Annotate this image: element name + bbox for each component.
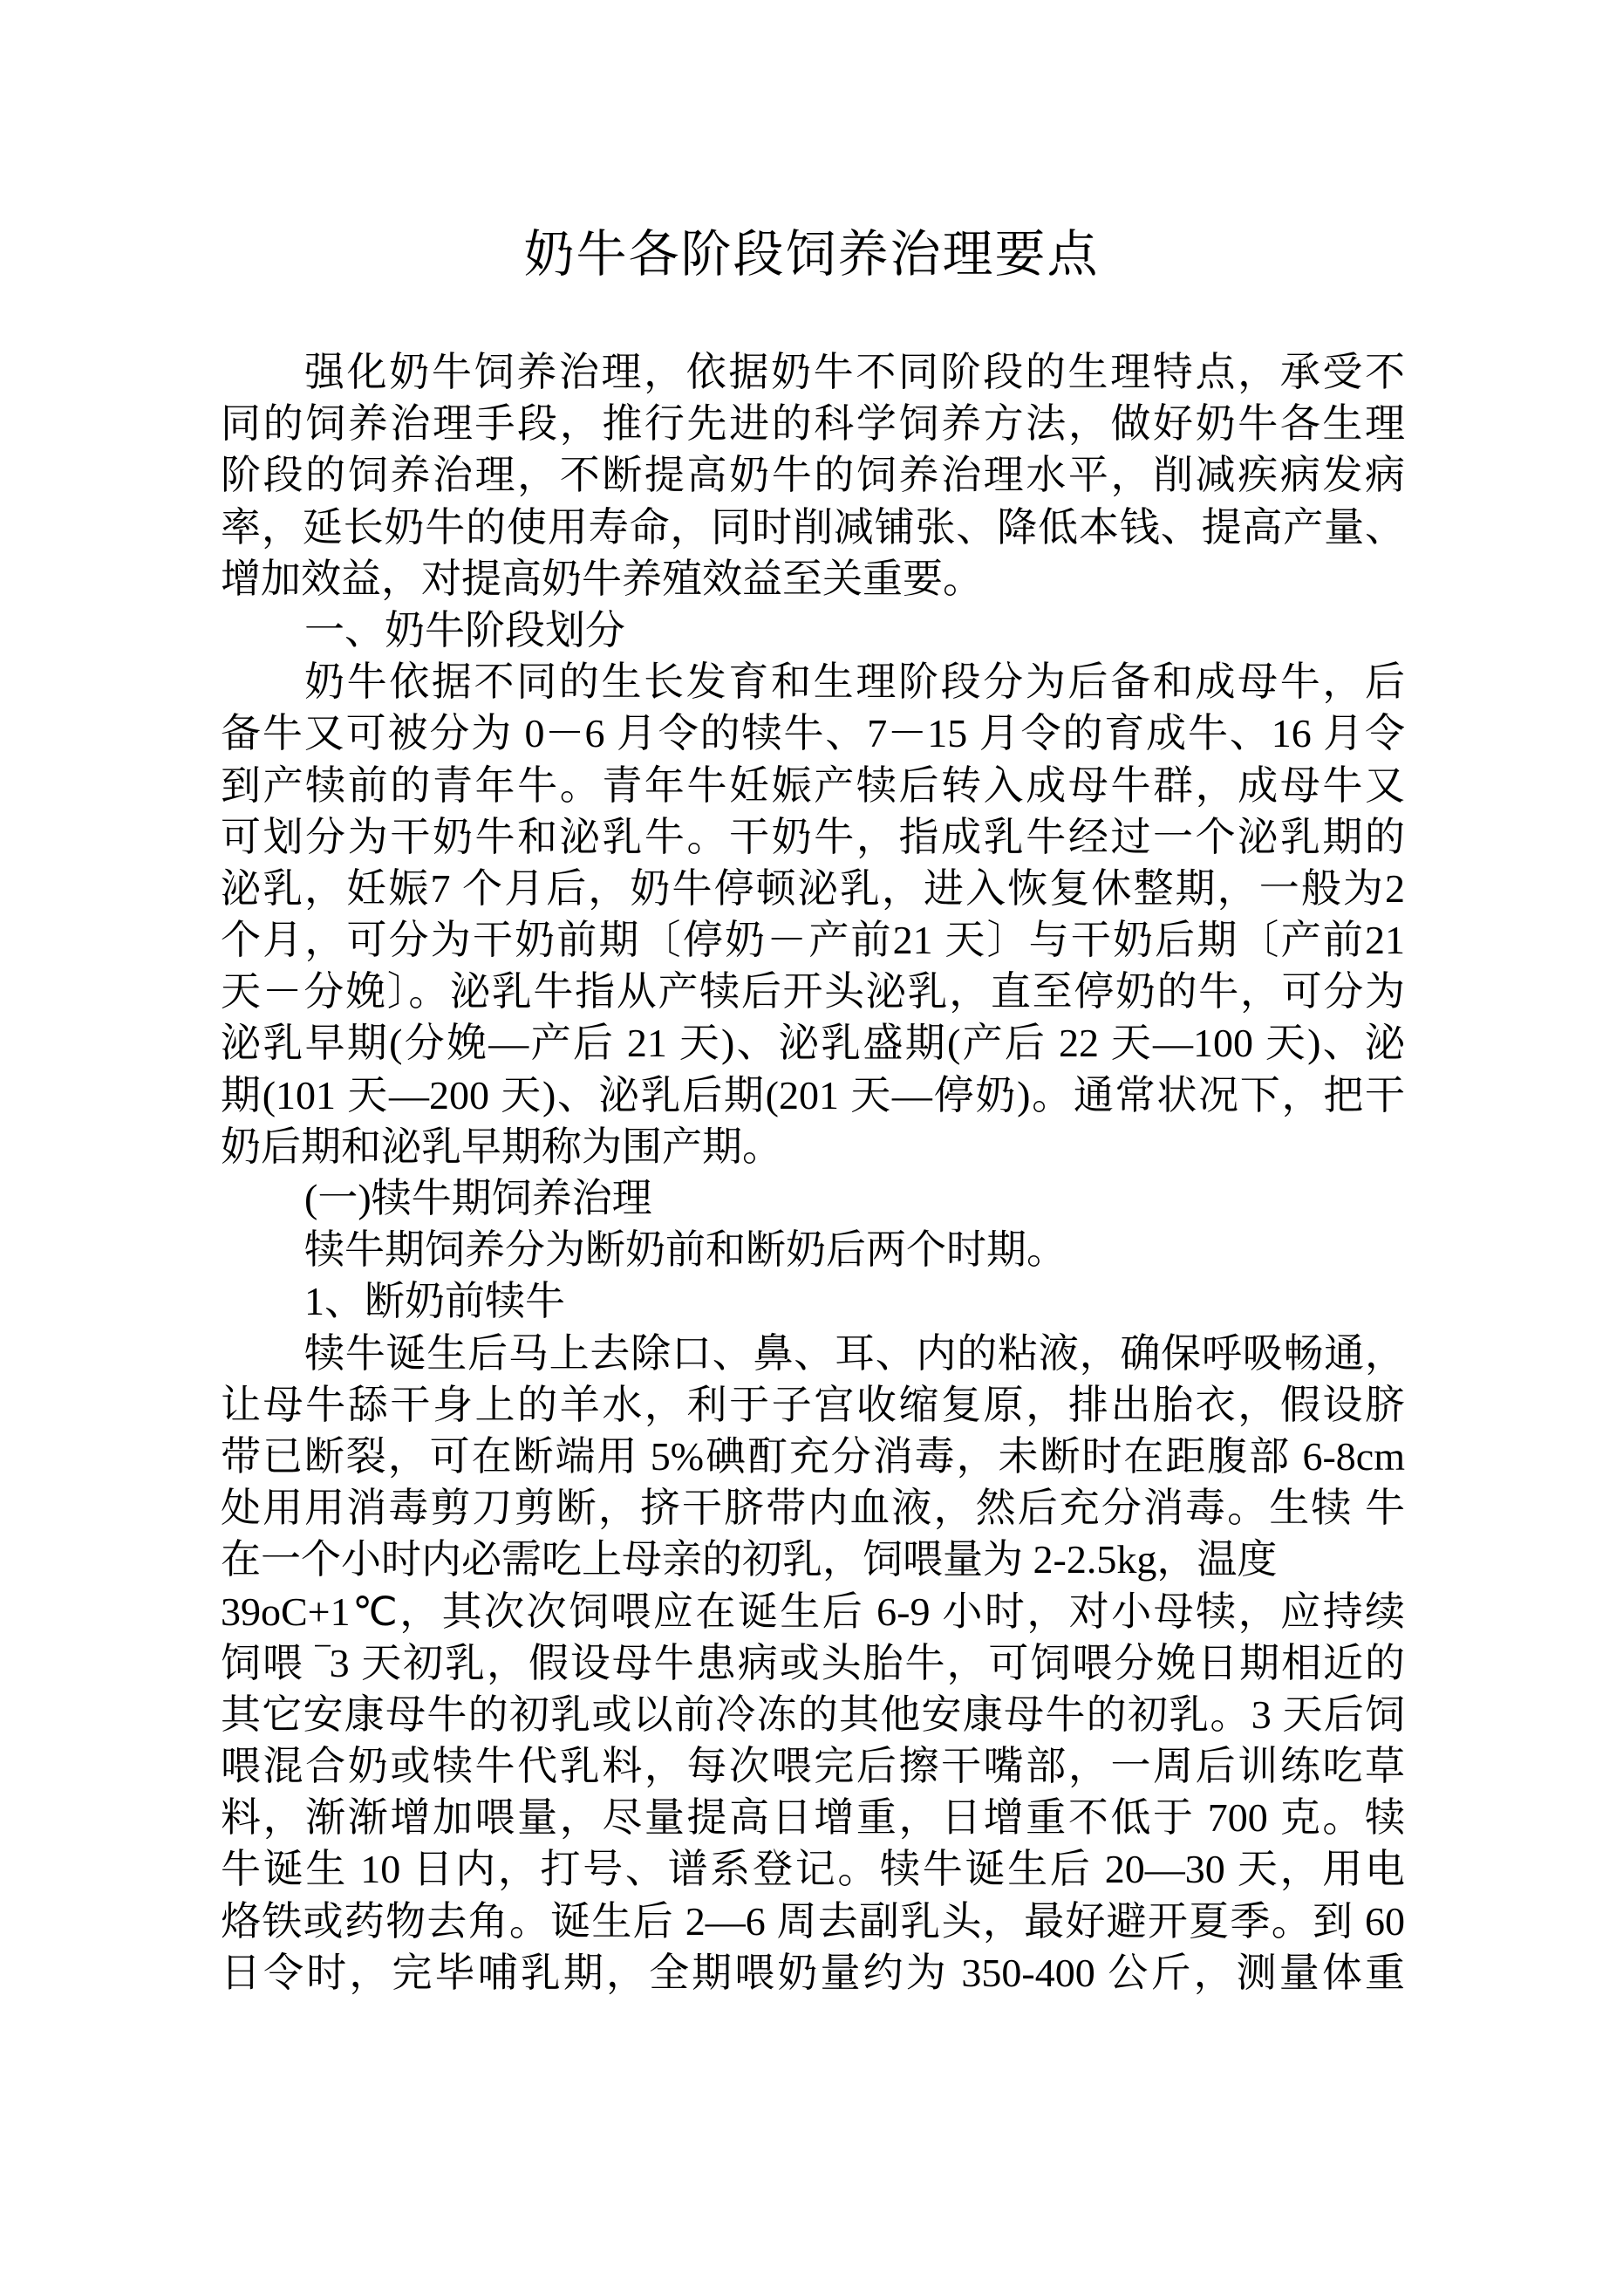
text-line: 率，延长奶牛的使用寿命，同时削减铺张、降低本钱、提高产量、 — [221, 504, 1405, 550]
text-line: 期(101 天—200 天)、泌乳后期(201 天—停奶)。通常状况下，把干 — [221, 1072, 1405, 1117]
text-line: 烙铁或药物去角。诞生后 2—6 周去副乳头，最好避开夏季。到 60 — [221, 1898, 1405, 1944]
text-line: 同的饲养治理手段，推行先进的科学饲养方法，做好奶牛各生理 — [221, 401, 1405, 447]
text-line: 在一个小时内必需吃上母亲的初乳，饲喂量为 2-2.5kg，温度 — [221, 1537, 1278, 1582]
text-line: 泌乳，妊娠7 个月后，奶牛停顿泌乳，进入恢复休整期，一般为2 — [221, 865, 1405, 911]
text-line: 阶段的饲养治理，不断提高奶牛的饲养治理水平，削减疾病发病 — [221, 453, 1405, 498]
text-line: 泌乳早期(分娩—产后 21 天)、泌乳盛期(产后 22 天—100 天)、泌 — [221, 1021, 1405, 1066]
text-line: 39oC+1℃，其次次饲喂应在诞生后 6-9 小时，对小母犊，应持续 — [221, 1589, 1405, 1634]
text-line: 犊牛诞生后马上去除口、鼻、耳、内的粘液，确保呼吸畅通， — [304, 1330, 1405, 1376]
paragraph-pre-wean-body — [221, 1328, 1405, 1999]
text-line: 让母牛舔干身上的羊水，利于子宫收缩复原，排出胎衣，假设脐 — [221, 1382, 1405, 1427]
paragraph-intro — [221, 346, 1405, 605]
paragraph-calf-section-intro — [221, 1224, 1405, 1275]
text-line: 1、断奶前犊牛 — [304, 1279, 565, 1324]
text-line: 天－分娩〕。泌乳牛指从产犊后开头泌乳，直至停奶的牛，可分为 — [221, 969, 1405, 1015]
text-line: (一)犊牛期饲养治理 — [304, 1176, 652, 1220]
text-line: 日令时，完毕哺乳期，全期喂奶量约为 350-400 公斤，测量体重 — [221, 1950, 1405, 1995]
document-body — [221, 346, 1405, 1999]
text-line: 到产犊前的青年牛。青年牛妊娠产犊后转入成母牛群，成母牛又 — [221, 762, 1405, 808]
text-line: 牛诞生 10 日内，打号、谱系登记。犊牛诞生后 20—30 天，用电 — [221, 1847, 1405, 1892]
text-line: 一、奶牛阶段划分 — [304, 607, 625, 653]
page-title: 奶牛各阶段饲养治理要点 — [523, 226, 1100, 283]
text-line: 处用用消毒剪刀剪断，挤干脐带内血液，然后充分消毒。生犊 牛 — [221, 1486, 1405, 1531]
text-line: 带已断裂，可在断端用 5%碘酊充分消毒，未断时在距腹部 6-8cm — [221, 1433, 1405, 1479]
text-line: 个月，可分为干奶前期〔停奶－产前21 天〕与干奶后期〔产前21 — [221, 918, 1405, 963]
text-line: 喂混合奶或犊牛代乳料，每次喂完后擦干嘴部，一周后训练吃草 — [221, 1744, 1405, 1789]
text-line: 强化奶牛饲养治理，依据奶牛不同阶段的生理特点，承受不 — [304, 350, 1405, 394]
text-line: 饲喂 ‾3 天初乳，假设母牛患病或头胎牛，可饲喂分娩日期相近的 — [221, 1640, 1405, 1685]
paragraph-section-1-heading — [221, 605, 1405, 656]
text-line: 增加效益，对提高奶牛养殖效益至关重要。 — [221, 556, 983, 601]
text-line: 奶后期和泌乳早期称为围产期。 — [221, 1124, 782, 1169]
text-line: 备牛又可被分为 0－6 月令的犊牛、7－15 月令的育成牛、16 月令 — [221, 711, 1405, 756]
text-line: 其它安康母牛的初乳或以前冷冻的其他安康母牛的初乳。3 天后饲 — [221, 1691, 1405, 1737]
paragraph-stage-division — [221, 656, 1405, 1172]
text-line: 犊牛期饲养分为断奶前和断奶后两个时期。 — [304, 1227, 1067, 1273]
text-line: 奶牛依据不同的生长发育和生理阶段分为后备和成母牛，后 — [304, 659, 1405, 705]
paragraph-calf-section-heading — [221, 1172, 1405, 1224]
paragraph-pre-wean-heading — [221, 1275, 1405, 1327]
text-line: 料，渐渐增加喂量，尽量提高日增重，日增重不低于 700 克。犊 — [221, 1795, 1405, 1841]
text-line: 可划分为干奶牛和泌乳牛。干奶牛，指成乳牛经过一个泌乳期的 — [221, 814, 1405, 859]
